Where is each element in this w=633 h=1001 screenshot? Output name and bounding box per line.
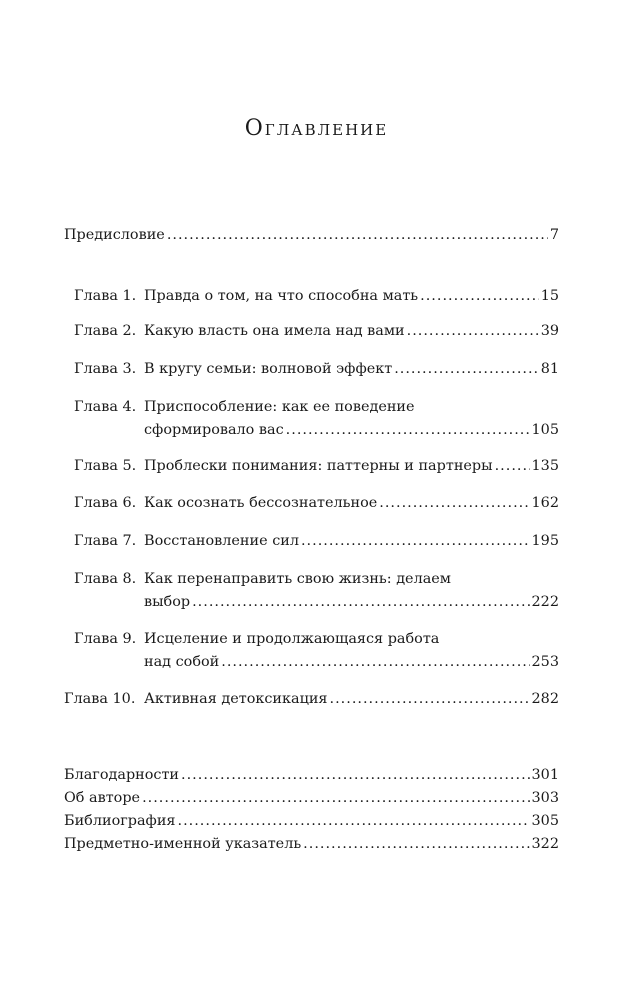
entry-title: Об авторе [64,790,141,806]
dot-leader [420,285,539,307]
chapter-label: Глава 8. [74,571,137,587]
toc-entry-chapter-9-line1[interactable] [74,628,439,650]
toc-entry-chapter-7[interactable] [64,530,559,552]
entry-title-line2: сформировало вас [144,422,284,438]
dot-leader [407,320,539,342]
entry-title: Предметно-именной указатель [64,836,302,852]
toc-entry-chapter-4-line1[interactable] [74,396,415,418]
dot-leader [192,591,529,613]
dot-leader [286,419,530,441]
entry-title-line2: над собой [144,654,220,670]
chapter-label: Глава 6. [74,495,137,511]
page-number: 135 [531,458,559,474]
entry-title-line1: Приспособление: как ее поведение [144,399,415,415]
toc-entry-index[interactable] [64,833,559,855]
dot-leader [167,224,548,246]
toc-entry-chapter-10[interactable] [64,688,559,710]
page-title: Оглавление [244,116,389,141]
toc-entry-about-author[interactable] [64,787,559,809]
dot-leader [301,530,530,552]
entry-title: В кругу семьи: волновой эффект [144,361,393,377]
dot-leader [330,688,530,710]
entry-title-line2: выбор [144,594,191,610]
chapter-label: Глава 9. [74,631,137,647]
toc-entry-chapter-5[interactable] [64,455,559,477]
dot-leader [178,810,530,832]
page-number: 7 [549,227,559,243]
page-number: 303 [531,790,559,806]
page-number: 282 [531,691,559,707]
entry-title: Благодарности [64,767,180,783]
page-number: 81 [540,361,559,377]
dot-leader [303,833,529,855]
page-number: 195 [531,533,559,549]
toc-entry-preface[interactable] [64,224,559,246]
chapter-label: Глава 7. [74,533,137,549]
entry-title: Правда о том, на что способна мать [144,288,419,304]
page-number: 105 [531,422,559,438]
toc-entry-chapter-9[interactable] [144,651,559,673]
dot-leader [181,764,530,786]
page-number: 305 [531,813,559,829]
page-number: 222 [531,594,559,610]
toc-entry-chapter-1[interactable] [64,285,559,307]
entry-title: Как осознать бессознательное [144,495,378,511]
entry-title-line1: Исцеление и продолжающаяся работа [144,631,440,647]
dot-leader [495,455,530,477]
dot-leader [142,787,529,809]
toc-entry-acknowledgements[interactable] [64,764,559,786]
toc-entry-chapter-2[interactable] [64,320,559,342]
dot-leader [379,492,529,514]
page-number: 322 [531,836,559,852]
toc-entry-bibliography[interactable] [64,810,559,832]
entry-title: Предисловие [64,227,165,243]
chapter-label: Глава 1. [74,288,137,304]
entry-title: Проблески понимания: паттерны и партнеры [144,458,493,474]
page-number: 253 [531,654,559,670]
chapter-label: Глава 5. [74,458,137,474]
chapter-label: Глава 2. [74,323,137,339]
toc-entry-chapter-6[interactable] [64,492,559,514]
page-number: 301 [531,767,559,783]
dot-leader [221,651,529,673]
toc-entry-chapter-8[interactable] [144,591,559,613]
entry-title: Восстановление сил [144,533,299,549]
chapter-label: Глава 4. [74,399,137,415]
page-number: 39 [540,323,559,339]
page-number: 162 [531,495,559,511]
page-number: 15 [540,288,559,304]
chapter-label: Глава 10. [64,691,136,707]
dot-leader [394,358,539,380]
toc-entry-chapter-3[interactable] [64,358,559,380]
entry-title: Активная детоксикация [144,691,328,707]
entry-title: Библиография [64,813,176,829]
chapter-label: Глава 3. [74,361,137,377]
entry-title: Какую власть она имела над вами [144,323,405,339]
toc-entry-chapter-8-line1[interactable] [74,568,451,590]
entry-title-line1: Как перенаправить свою жизнь: делаем [144,571,452,587]
toc-entry-chapter-4[interactable] [144,419,559,441]
